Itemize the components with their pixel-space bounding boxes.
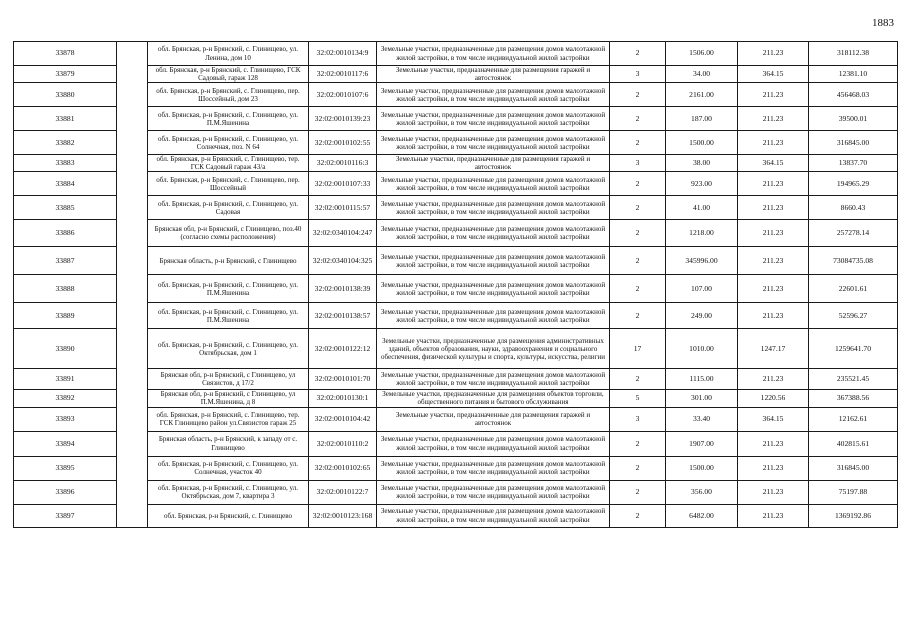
group-cell: 2 (610, 456, 666, 480)
page-number: 1883 (872, 17, 894, 29)
area-cell: 34.00 (666, 66, 738, 83)
group-cell: 3 (610, 155, 666, 172)
cadastral-number-cell: 32:02:0010122:12 (309, 329, 377, 369)
specific-value-cell: 211.23 (738, 275, 809, 303)
cadastral-value-cell: 194965.29 (809, 172, 898, 196)
address-cell: обл. Брянская, р-н Брянский, с. Глинищево, ул. Октябрьская, дом 1 (148, 329, 309, 369)
specific-value-cell: 211.23 (738, 456, 809, 480)
cadastral-number-cell: 32:02:0010107:33 (309, 172, 377, 196)
land-use-cell: Земельные участки, предназначенные для размещения домов малоэтажной жилой застройки, в том числе индивидуальной жилой застройки (377, 275, 610, 303)
spacer-cell (117, 431, 148, 456)
land-use-cell: Земельные участки, предназначенные для размещения домов малоэтажной жилой застройки, в том числе индивидуальной жилой застройки (377, 303, 610, 329)
address-cell: Брянская обл, р-н Брянский, с Глинищево, ул Связистов, д 17/2 (148, 369, 309, 390)
address-cell: обл. Брянская, р-н Брянский, с. Глинищево, тер. ГСК Глинищево район ул.Связистов гараж 25 (148, 407, 309, 431)
spacer-cell (117, 220, 148, 247)
row-number-cell: 33891 (14, 369, 117, 390)
area-cell: 187.00 (666, 107, 738, 131)
cadastral-value-cell: 22601.61 (809, 275, 898, 303)
cadastral-number-cell: 32:02:0010122:7 (309, 480, 377, 504)
address-cell: Брянская область, р-н Брянский, с Глинищево (148, 247, 309, 275)
spacer-cell (117, 83, 148, 107)
area-cell: 38.00 (666, 155, 738, 172)
spacer-cell (117, 172, 148, 196)
table-row (14, 329, 898, 369)
specific-value-cell: 211.23 (738, 504, 809, 527)
land-use-cell: Земельные участки, предназначенные для размещения объектов торговли, общественного питания и бытового обслуживания (377, 390, 610, 407)
group-cell: 2 (610, 504, 666, 527)
group-cell: 2 (610, 431, 666, 456)
group-cell: 2 (610, 303, 666, 329)
cadastral-value-cell: 8660.43 (809, 196, 898, 220)
address-cell: обл. Брянская, р-н Брянский, с. Глинищево, пер. Шоссейный (148, 172, 309, 196)
table-body (14, 42, 898, 528)
area-cell: 345996.00 (666, 247, 738, 275)
table-row (14, 390, 898, 407)
group-cell: 2 (610, 369, 666, 390)
table-row (14, 247, 898, 275)
specific-value-cell: 211.23 (738, 83, 809, 107)
cadastral-number-cell: 32:02:0010102:65 (309, 456, 377, 480)
area-cell: 1506.00 (666, 42, 738, 66)
table-row (14, 407, 898, 431)
spacer-cell (117, 480, 148, 504)
specific-value-cell: 211.23 (738, 42, 809, 66)
area-cell: 1115.00 (666, 369, 738, 390)
table-row (14, 131, 898, 155)
row-number-cell: 33878 (14, 42, 117, 66)
table-row (14, 504, 898, 527)
address-cell: Брянская обл, р-н Брянский, с Глинищево, поз.40 (согласно схемы расположения) (148, 220, 309, 247)
cadastral-number-cell: 32:02:0010116:3 (309, 155, 377, 172)
row-number-cell: 33881 (14, 107, 117, 131)
table-row (14, 303, 898, 329)
row-number-cell: 33897 (14, 504, 117, 527)
cadastral-number-cell: 32:02:0010123:168 (309, 504, 377, 527)
address-cell: обл. Брянская, р-н Брянский, с. Глинищево, ул. Ленина, дом 10 (148, 42, 309, 66)
cadastral-number-cell: 32:02:0010117:6 (309, 66, 377, 83)
spacer-cell (117, 247, 148, 275)
table-row (14, 66, 898, 83)
land-use-cell: Земельные участки, предназначенные для размещения домов малоэтажной жилой застройки, в том числе индивидуальной жилой застройки (377, 369, 610, 390)
land-use-cell: Земельные участки, предназначенные для размещения домов малоэтажной жилой застройки, в том числе индивидуальной жилой застройки (377, 131, 610, 155)
table-row (14, 431, 898, 456)
land-use-cell: Земельные участки, предназначенные для размещения гаражей и автостоянок (377, 407, 610, 431)
specific-value-cell: 211.23 (738, 172, 809, 196)
cadastral-value-cell: 12162.61 (809, 407, 898, 431)
address-cell: обл. Брянская, р-н Брянский, с. Глинищево, ул. П.М.Яшенина (148, 275, 309, 303)
spacer-cell (117, 407, 148, 431)
cadastral-value-cell: 73084735.08 (809, 247, 898, 275)
address-cell: обл. Брянская, р-н Брянский, с. Глинищево, пер. Шоссейный, дом 23 (148, 83, 309, 107)
address-cell: обл. Брянская, р-н Брянский, с. Глинищево, ул. П.М.Яшенина (148, 107, 309, 131)
table-row (14, 42, 898, 66)
cadastral-number-cell: 32:02:0010138:39 (309, 275, 377, 303)
area-cell: 356.00 (666, 480, 738, 504)
table-row (14, 107, 898, 131)
spacer-cell (117, 155, 148, 172)
row-number-cell: 33889 (14, 303, 117, 329)
group-cell: 2 (610, 107, 666, 131)
land-use-cell: Земельные участки, предназначенные для размещения гаражей и автостоянок (377, 66, 610, 83)
table-row (14, 220, 898, 247)
cadastral-value-cell: 402815.61 (809, 431, 898, 456)
row-number-cell: 33884 (14, 172, 117, 196)
cadastral-value-cell: 1259641.70 (809, 329, 898, 369)
land-use-cell: Земельные участки, предназначенные для размещения административных зданий, объектов образования, науки, здравоохранения и социального обеспечения, физической культуры и спорта, культуры, искусства, религии (377, 329, 610, 369)
row-number-cell: 33880 (14, 83, 117, 107)
row-number-cell: 33894 (14, 431, 117, 456)
spacer-cell (117, 131, 148, 155)
cadastral-value-cell: 12381.10 (809, 66, 898, 83)
row-number-cell: 33892 (14, 390, 117, 407)
row-number-cell: 33879 (14, 66, 117, 83)
table-row (14, 369, 898, 390)
land-use-cell: Земельные участки, предназначенные для размещения домов малоэтажной жилой застройки, в том числе индивидуальной жилой застройки (377, 83, 610, 107)
group-cell: 2 (610, 196, 666, 220)
cadastral-value-cell: 13837.70 (809, 155, 898, 172)
cadastral-value-cell: 316845.00 (809, 131, 898, 155)
area-cell: 301.00 (666, 390, 738, 407)
specific-value-cell: 211.23 (738, 480, 809, 504)
area-cell: 107.00 (666, 275, 738, 303)
group-cell: 2 (610, 172, 666, 196)
address-cell: обл. Брянская, р-н Брянский, с. Глинищево (148, 504, 309, 527)
specific-value-cell: 211.23 (738, 303, 809, 329)
address-cell: Брянская область, р-н Брянский, к западу от с. Глинищево (148, 431, 309, 456)
row-number-cell: 33888 (14, 275, 117, 303)
table-row (14, 83, 898, 107)
table-row (14, 172, 898, 196)
specific-value-cell: 364.15 (738, 66, 809, 83)
row-number-cell: 33883 (14, 155, 117, 172)
spacer-cell (117, 456, 148, 480)
cadastral-number-cell: 32:02:0010139:23 (309, 107, 377, 131)
area-cell: 1010.00 (666, 329, 738, 369)
cadastral-number-cell: 32:02:0010110:2 (309, 431, 377, 456)
land-use-cell: Земельные участки, предназначенные для размещения домов малоэтажной жилой застройки, в том числе индивидуальной жилой застройки (377, 107, 610, 131)
land-use-cell: Земельные участки, предназначенные для размещения домов малоэтажной жилой застройки, в том числе индивидуальной жилой застройки (377, 480, 610, 504)
cadastral-number-cell: 32:02:0010130:1 (309, 390, 377, 407)
group-cell: 2 (610, 247, 666, 275)
cadastral-value-cell: 1369192.86 (809, 504, 898, 527)
land-use-cell: Земельные участки, предназначенные для размещения домов малоэтажной жилой застройки, в том числе индивидуальной жилой застройки (377, 431, 610, 456)
land-use-cell: Земельные участки, предназначенные для размещения домов малоэтажной жилой застройки, в том числе индивидуальной жилой застройки (377, 172, 610, 196)
cadastral-value-cell: 367388.56 (809, 390, 898, 407)
spacer-cell (117, 107, 148, 131)
cadastral-value-cell: 257278.14 (809, 220, 898, 247)
cadastral-number-cell: 32:02:0010138:57 (309, 303, 377, 329)
area-cell: 1500.00 (666, 131, 738, 155)
spacer-cell (117, 196, 148, 220)
land-use-cell: Земельные участки, предназначенные для размещения домов малоэтажной жилой застройки, в том числе индивидуальной жилой застройки (377, 456, 610, 480)
area-cell: 1500.00 (666, 456, 738, 480)
specific-value-cell: 211.23 (738, 431, 809, 456)
spacer-cell (117, 42, 148, 66)
spacer-cell (117, 66, 148, 83)
cadastral-value-cell: 235521.45 (809, 369, 898, 390)
table-row (14, 480, 898, 504)
area-cell: 33.40 (666, 407, 738, 431)
table-row (14, 456, 898, 480)
group-cell: 3 (610, 66, 666, 83)
spacer-cell (117, 390, 148, 407)
table-row (14, 275, 898, 303)
cadastral-number-cell: 32:02:0010101:70 (309, 369, 377, 390)
specific-value-cell: 211.23 (738, 247, 809, 275)
address-cell: обл. Брянская, р-н Брянский, с. Глинищево, тер. ГСК Садовый гараж 43/а (148, 155, 309, 172)
area-cell: 6482.00 (666, 504, 738, 527)
group-cell: 2 (610, 131, 666, 155)
cadastral-number-cell: 32:02:0010102:55 (309, 131, 377, 155)
cadastral-value-cell: 316845.00 (809, 456, 898, 480)
cadastral-value-cell: 75197.88 (809, 480, 898, 504)
group-cell: 3 (610, 407, 666, 431)
cadastral-number-cell: 32:02:0010134:9 (309, 42, 377, 66)
cadastral-value-cell: 456468.03 (809, 83, 898, 107)
spacer-cell (117, 504, 148, 527)
address-cell: обл. Брянская, р-н Брянский, с. Глинищево, ул. Садовая (148, 196, 309, 220)
land-use-cell: Земельные участки, предназначенные для размещения гаражей и автостоянок (377, 155, 610, 172)
group-cell: 2 (610, 42, 666, 66)
address-cell: Брянская обл, р-н Брянский, с Глинищево, ул П.М.Яшенина, д 8 (148, 390, 309, 407)
area-cell: 1907.00 (666, 431, 738, 456)
spacer-cell (117, 369, 148, 390)
specific-value-cell: 1220.56 (738, 390, 809, 407)
address-cell: обл. Брянская, р-н Брянский, с. Глинищево, ул. Октябрьская, дом 7, квартира 3 (148, 480, 309, 504)
cadastral-number-cell: 32:02:0340104:247 (309, 220, 377, 247)
group-cell: 5 (610, 390, 666, 407)
row-number-cell: 33887 (14, 247, 117, 275)
specific-value-cell: 211.23 (738, 220, 809, 247)
land-use-cell: Земельные участки, предназначенные для размещения домов малоэтажной жилой застройки, в том числе индивидуальной жилой застройки (377, 247, 610, 275)
cadastral-number-cell: 32:02:0010115:57 (309, 196, 377, 220)
spacer-cell (117, 303, 148, 329)
specific-value-cell: 364.15 (738, 155, 809, 172)
area-cell: 249.00 (666, 303, 738, 329)
address-cell: обл. Брянская, р-н Брянский, с. Глинищево, ул. Солнечная, поз. N 64 (148, 131, 309, 155)
specific-value-cell: 364.15 (738, 407, 809, 431)
area-cell: 1218.00 (666, 220, 738, 247)
specific-value-cell: 1247.17 (738, 329, 809, 369)
address-cell: обл. Брянская, р-н Брянский, с. Глинищево, ГСК Садовый, гараж 128 (148, 66, 309, 83)
area-cell: 2161.00 (666, 83, 738, 107)
spacer-cell (117, 329, 148, 369)
specific-value-cell: 211.23 (738, 196, 809, 220)
row-number-cell: 33896 (14, 480, 117, 504)
row-number-cell: 33886 (14, 220, 117, 247)
row-number-cell: 33895 (14, 456, 117, 480)
table-row (14, 196, 898, 220)
cadastral-number-cell: 32:02:0010104:42 (309, 407, 377, 431)
group-cell: 17 (610, 329, 666, 369)
specific-value-cell: 211.23 (738, 369, 809, 390)
cadastral-value-cell: 318112.38 (809, 42, 898, 66)
address-cell: обл. Брянская, р-н Брянский, с. Глинищево, ул. П.М.Яшенина (148, 303, 309, 329)
group-cell: 2 (610, 83, 666, 107)
land-use-cell: Земельные участки, предназначенные для размещения домов малоэтажной жилой застройки, в том числе индивидуальной жилой застройки (377, 504, 610, 527)
specific-value-cell: 211.23 (738, 131, 809, 155)
cadastral-value-cell: 52596.27 (809, 303, 898, 329)
land-use-cell: Земельные участки, предназначенные для размещения домов малоэтажной жилой застройки, в том числе индивидуальной жилой застройки (377, 196, 610, 220)
group-cell: 2 (610, 275, 666, 303)
land-use-cell: Земельные участки, предназначенные для размещения домов малоэтажной жилой застройки, в том числе индивидуальной жилой застройки (377, 220, 610, 247)
specific-value-cell: 211.23 (738, 107, 809, 131)
area-cell: 41.00 (666, 196, 738, 220)
cadastral-number-cell: 32:02:0340104:325 (309, 247, 377, 275)
cadastral-number-cell: 32:02:0010107:6 (309, 83, 377, 107)
area-cell: 923.00 (666, 172, 738, 196)
table-row (14, 155, 898, 172)
row-number-cell: 33893 (14, 407, 117, 431)
spacer-cell (117, 275, 148, 303)
cadastral-value-table (13, 41, 898, 528)
row-number-cell: 33890 (14, 329, 117, 369)
group-cell: 2 (610, 480, 666, 504)
row-number-cell: 33885 (14, 196, 117, 220)
address-cell: обл. Брянская, р-н Брянский, с. Глинищево, ул. Солнечная, участок 40 (148, 456, 309, 480)
cadastral-value-cell: 39500.01 (809, 107, 898, 131)
land-use-cell: Земельные участки, предназначенные для размещения домов малоэтажной жилой застройки, в том числе индивидуальной жилой застройки (377, 42, 610, 66)
group-cell: 2 (610, 220, 666, 247)
row-number-cell: 33882 (14, 131, 117, 155)
